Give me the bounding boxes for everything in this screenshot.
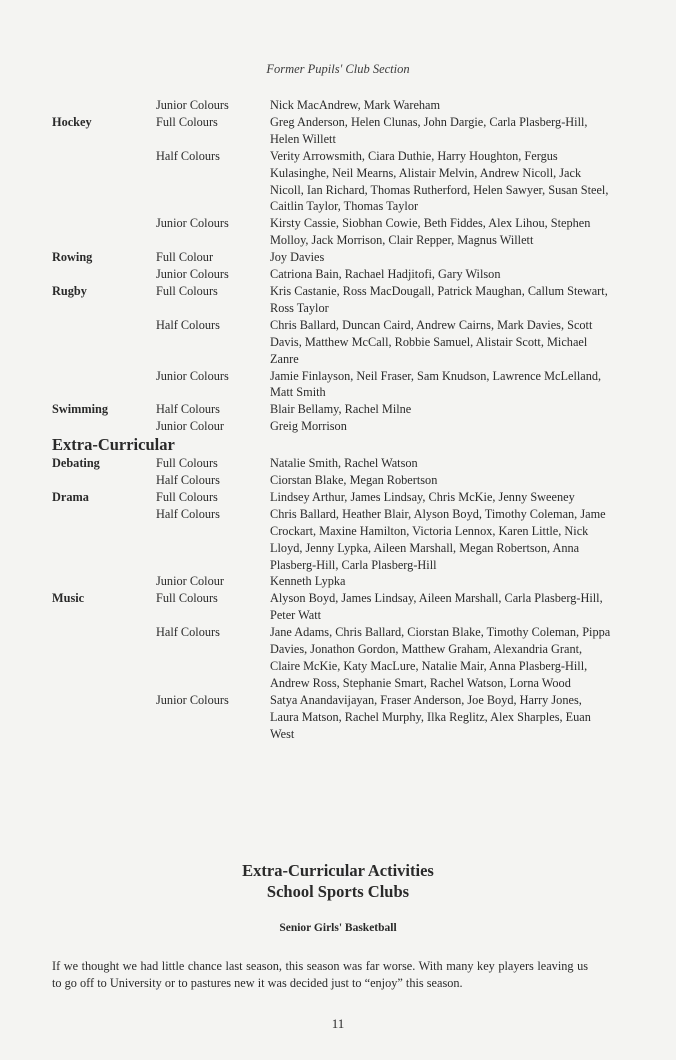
colour-level: Junior Colours xyxy=(156,692,229,707)
colour-level: Half Colours xyxy=(156,317,220,332)
basketball-subheading: Senior Girls' Basketball xyxy=(279,922,397,934)
recipient-names: Ciorstan Blake, Megan Robertson xyxy=(270,473,438,488)
colour-level: Junior Colours xyxy=(156,98,229,112)
award-row xyxy=(52,455,612,472)
activity-name: Debating xyxy=(52,456,100,471)
colour-level: Junior Colours xyxy=(156,216,229,231)
recipient-names: Kenneth Lypka xyxy=(270,574,346,589)
recipient-names: Satya Anandavijayan, Fraser Anderson, Joe Boyd, Harry Jones, Laura Matson, Rachel Murphy, Ilka Reglitz, Alex Sharples, Euan West xyxy=(270,692,591,741)
award-row xyxy=(52,148,612,216)
sports-colours-block xyxy=(52,97,612,435)
activity-name: Hockey xyxy=(52,114,92,129)
award-row xyxy=(52,317,612,368)
award-row xyxy=(52,472,612,489)
recipient-names: Joy Davies xyxy=(270,250,325,265)
award-row xyxy=(52,215,612,249)
recipient-names: Chris Ballard, Duncan Caird, Andrew Cairns, Mark Davies, Scott Davis, Matthew McCall, Robbie Samuel, Alistair Scott, Michael Zanre xyxy=(270,317,593,366)
award-row xyxy=(52,590,612,624)
colour-level: Full Colour xyxy=(156,250,214,265)
colour-level: Half Colours xyxy=(156,625,220,640)
recipient-names: Natalie Smith, Rachel Watson xyxy=(270,456,418,471)
sports-clubs-title: School Sports Clubs xyxy=(266,882,410,901)
award-row xyxy=(52,418,612,435)
activity-name: Rowing xyxy=(52,250,93,265)
extra-curricular-colours-block xyxy=(52,455,612,742)
colour-level: Full Colours xyxy=(156,283,218,298)
activity-name: Drama xyxy=(52,489,89,504)
recipient-names: Verity Arrowsmith, Ciara Duthie, Harry Houghton, Fergus Kulasinghe, Neil Mearns, Alistair Melvin, Andrew Nicoll, Jack Nicoll, Ian Richard, Thomas Rutherford, Helen Sawyer, Susan Steel, Caitlin Taylor, Thomas Taylor xyxy=(270,148,609,214)
recipient-names: Catriona Bain, Rachael Hadjitofi, Gary Wilson xyxy=(270,267,501,282)
award-row xyxy=(52,401,612,418)
awards-list xyxy=(52,97,612,743)
colour-level: Half Colours xyxy=(156,148,220,163)
basketball-paragraph: If we thought we had little chance last season, this season was far worse. With many key players leaving us to go off to University or to pastures new it was decided just to “enjoy” this season. xyxy=(52,959,588,991)
activity-name: Music xyxy=(52,591,85,606)
recipient-names: Lindsey Arthur, James Lindsay, Chris McKie, Jenny Sweeney xyxy=(270,489,575,504)
activities-title: Extra-Curricular Activities xyxy=(242,861,434,880)
recipient-names: Greig Morrison xyxy=(270,419,347,434)
award-row xyxy=(52,573,612,590)
recipient-names: Greg Anderson, Helen Clunas, John Dargie, Carla Plasberg-Hill, Helen Willett xyxy=(270,114,588,146)
award-row xyxy=(52,692,612,743)
award-row xyxy=(52,249,612,266)
activity-name: Rugby xyxy=(52,283,87,298)
recipient-names: Kris Castanie, Ross MacDougall, Patrick Maughan, Callum Stewart, Ross Taylor xyxy=(270,283,608,315)
recipient-names: Chris Ballard, Heather Blair, Alyson Boyd, Timothy Coleman, Jame Crockart, Maxine Hamilton, Victoria Lennox, Karen Little, Nick Lloyd, Jenny Lypka, Aileen Marshall, Megan Robertson, Anna Plasberg-Hill, Carla Plasberg-Hill xyxy=(270,506,606,572)
colour-level: Junior Colours xyxy=(156,368,229,383)
colour-level: Full Colours xyxy=(156,591,218,606)
award-row xyxy=(52,283,612,317)
running-header: Former Pupils' Club Section xyxy=(266,62,410,76)
award-row xyxy=(52,266,612,283)
colour-level: Half Colours xyxy=(156,506,220,521)
recipient-names: Nick MacAndrew, Mark Wareham xyxy=(270,98,441,112)
award-row xyxy=(52,368,612,402)
recipient-names: Jamie Finlayson, Neil Fraser, Sam Knudson, Lawrence McLelland, Matt Smith xyxy=(270,368,602,400)
colour-level: Junior Colours xyxy=(156,267,229,282)
colour-level: Half Colours xyxy=(156,473,220,488)
recipient-names: Kirsty Cassie, Siobhan Cowie, Beth Fiddes, Alex Lihou, Stephen Molloy, Jack Morrison, Clair Repper, Magnus Willett xyxy=(270,216,591,248)
award-row xyxy=(52,506,612,574)
colour-level: Junior Colour xyxy=(156,419,224,434)
recipient-names: Alyson Boyd, James Lindsay, Aileen Marshall, Carla Plasberg-Hill, Peter Watt xyxy=(270,591,603,623)
colour-level: Full Colours xyxy=(156,114,218,129)
colour-level: Full Colours xyxy=(156,456,218,471)
recipient-names: Blair Bellamy, Rachel Milne xyxy=(270,402,412,417)
award-row xyxy=(52,114,612,148)
activity-name: Swimming xyxy=(52,402,109,417)
section-heading-extra-curricular: Extra-Curricular xyxy=(52,435,175,455)
recipient-names: Jane Adams, Chris Ballard, Ciorstan Blake, Timothy Coleman, Pippa Davies, Jonathon Gordon, Matthew Graham, Alexandria Grant, Claire McKie, Katy MacLure, Natalie Mair, Anna Plasberg-Hill, Andrew Ross, Stephanie Smart, Rachel Watson, Lorna Wood xyxy=(270,625,611,690)
colour-level: Half Colours xyxy=(156,402,220,417)
award-row xyxy=(52,97,612,114)
page-number: 11 xyxy=(331,1016,345,1031)
colour-level: Junior Colour xyxy=(156,574,224,589)
colour-level: Full Colours xyxy=(156,489,218,504)
award-row xyxy=(52,489,612,506)
award-row xyxy=(52,624,612,692)
